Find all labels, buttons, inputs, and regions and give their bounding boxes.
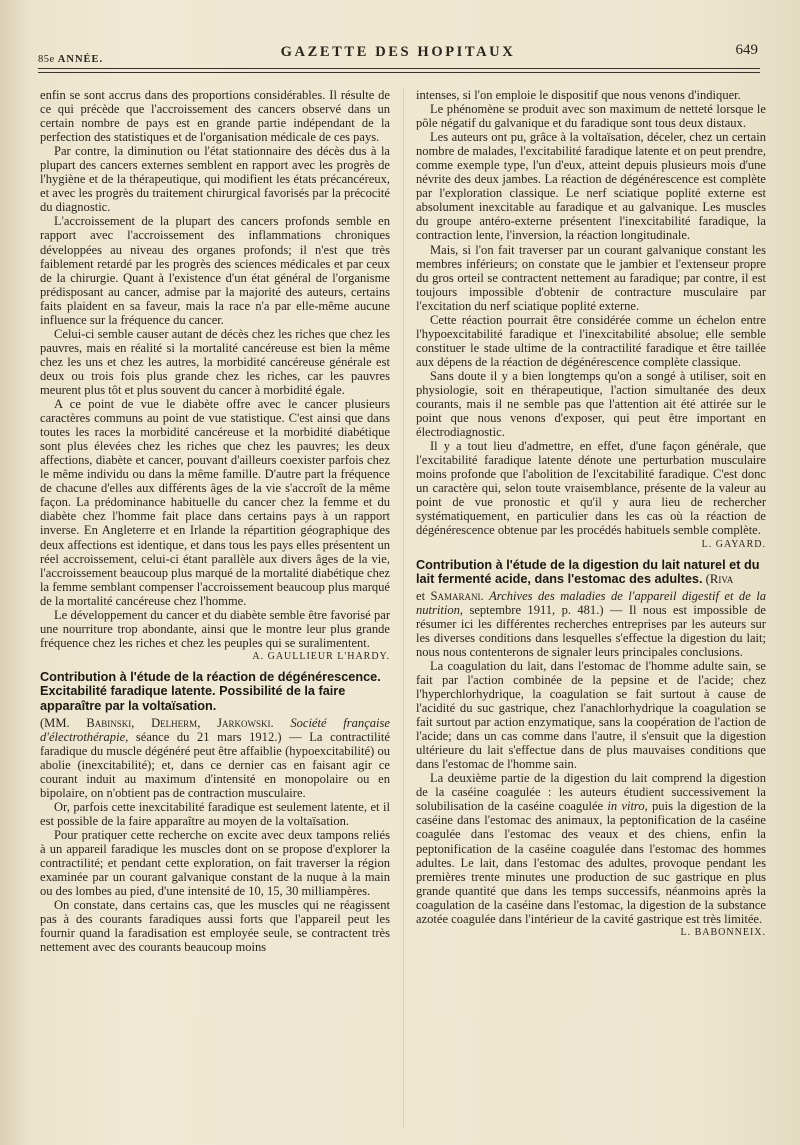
author-name: Samarani <box>430 588 481 603</box>
paragraph: Le phénomène se produit avec son maximum de netteté lorsque le pôle négatif du galvanique et du faradique sont tous deux distaux. <box>416 102 766 131</box>
paragraph: Mais, si l'on fait traverser par un courant galvanique constant les membres inférieurs; on constate que le jambier et l'extenseur propre du gros orteil se contractent nettement au faradique; par contre, il est toujours impossible d'obtenir de contracture musculaire par l'excitation du nerf sciatique poplité externe. <box>416 242 766 313</box>
paragraph: Les auteurs ont pu, grâce à la voltaïsation, déceler, chez un certain nombre de malades, l'excitabilité faradique latente et on peut prendre, comme exemple type, l'un d'eux, atteint depuis plusieurs mois d'une névrite des deux jambes. La réaction de dégénérescence est complète par l'exploration classique. Le nerf sciatique poplité externe est absolument inexcitable au faradique et au galvanique. Les muscles du groupe antéro-externe présentent l'inexcitabilité faradique, la contraction lente, l'inversion, la réaction longitudinale. <box>416 130 766 243</box>
article-title: Contribution à l'étude de la digestion du lait naturel et du lait fermenté acide, dans l'estomac des adultes. (Riva <box>416 557 760 587</box>
paragraph: Le développement du cancer et du diabète semble être favorisé par une nourriture trop abondante, ainsi que le montre leur plus grande fréquence chez les riches et chez les peuples qui se suralimentent. A. GAULLIEUR L'HARDY. <box>40 608 390 650</box>
paragraph: intenses, si l'on emploie le dispositif que nous venons d'indiquer. <box>416 88 741 102</box>
volume-label: 85e ANNÉE. <box>38 54 104 65</box>
paragraph: L'accroissement de la plupart des cancers profonds semble en rapport avec l'accroissement des inflammations chroniques développées au niveau des organes profonds; il n'est que très faiblement retardé par les progrès des sciences médicales et par ceux de la chirurgie. Quant à l'existence d'un état général de l'organisme prédisposant au cancer, admise par la majorité des auteurs, certains faits plaident en sa faveur, mais la race n'a par elle-même aucune influence sur la fréquence du cancer. <box>40 214 390 327</box>
left-column <box>40 88 390 954</box>
paragraph: Pour pratiquer cette recherche on excite avec deux tampons reliés à un appareil faradique les muscles dont on se propose d'explorer la contractilité; et pendant cette exploration, on fait traverser la région examinée par un courant galvanique constant de la nuque à la main ou des lombes au pied, d'une intensité de 10, 15, 30 milliampères. <box>40 828 390 899</box>
paragraph: La deuxième partie de la digestion du lait comprend la digestion de la caséine coagulée : les auteurs étudient successivement la solubilisation de la caséine coagulée in vitro, puis la digestion de la caséine dans l'estomac des animaux, la peptonification de la caséine coagulée dans l'estomac des veaux et des chiens, enfin la peptonification de la caséine coagulée dans l'estomac des hommes adultes. Le lait, dans l'estomac des adultes, provoque pendant les premières trente minutes une production de suc gastrique en plus grande quantité que dans les temps successifs, néanmoins après la coagulation de la caséine dans l'estomac, la digestion de la substance azotée coagulée dans l'intérieur de la cavité gastrique est très limitée. <box>416 771 766 926</box>
author-name: Delherm <box>151 715 198 730</box>
author-name: Riva <box>709 572 734 587</box>
journal-name: Société française d'électrothérapie <box>40 715 390 744</box>
paragraph: Or, parfois cette inexcitabilité faradique est seulement latente, et il est possible de la faire apparaître au moyen de la voltaïsation. <box>40 799 390 828</box>
paragraph: Sans doute il y a bien longtemps qu'on a songé à utiliser, soit en physiologie, soit en thérapeutique, l'action simultanée des deux courants, mais il ne semble pas que l'attention ait été attirée sur le point que nous venons d'exposer, qui peut être important en électrodiagnostic. <box>416 368 766 440</box>
paragraph: enfin se sont accrus dans des proportions considérables. Il résulte de ce qui précède que l'accroissement des cancers observé dans un certain nombre de pays est en grande partie indépendant de la perfection des statistiques et de l'organisation médicale de ces pays. <box>40 88 390 145</box>
journal-name: Archives des maladies de l'appareil digestif et de la nutrition <box>416 588 766 617</box>
paragraph: Il y a tout lieu d'admettre, en effet, d'une façon générale, que l'excitabilité faradique latente dénote une perturbation musculaire moins profonde que l'abolition de l'excitabilité faradique. C'est donc un caractère qui, selon toute vraisemblance, présente de la valeur au point de vue pronostic et qu'il y aura lieu de rechercher systématiquement, en particulier dans les cas où la réaction de dégénérescence obtenue par les procédés habituels semble complète. L. GAYARD. <box>416 439 766 537</box>
article-reference: (MM. Babinski, Delherm, Jarkowski. Société française d'électrothérapie, séance du 21 mars 1912.) — La contractilité faradique du muscle dégénéré peut être affaiblie (hypoexcitabilité) ou abolie (inexcitabilité); et, dans ce dernier cas en faisant agir ce courant induit au maximum d'intensité en monopolaire ou en bipolaire, on n'obtient pas de contraction musculaire. <box>40 715 390 800</box>
paragraph: On constate, dans certains cas, que les muscles qui ne réagissent pas à des courants faradiques aussi forts que l'appareil peut les fournir quand la faradisation est employée seule, se contractent très nettement avec des courants beaucoup moins <box>40 898 390 955</box>
page-number: 649 <box>735 42 758 58</box>
paragraph: A ce point de vue le diabète offre avec le cancer plusieurs caractères communs au point de vue statistique. C'est ainsi que dans toutes les races la morbidité cancéreuse et la morbidité diabétique sont plus élevées chez les riches que chez les pauvres; les deux affections, diabète et cancer, pouvant d'ailleurs coexister parfois chez le même individu ou dans la même famille. D'autre part la fréquence de chacune d'elles aux différents âges de la vie s'accroît de la même façon. La prédominance habituelle du cancer chez la femme et du diabète chez l'homme fait place dans certains pays à un rapport inverse. En Angleterre et en Irlande la répartition géographique des deux affections est identique, et dans tous les pays elles présentent un réel accroissement, celui-ci étant parallèle aux divers âges de la vie, l'accroissement beaucoup plus marqué de la mortalité diabétique chez la femme semblant compenser l'accroissement beaucoup plus marqué de la mortalité cancéreuse chez l'homme. <box>40 397 390 608</box>
paragraph: La coagulation du lait, dans l'estomac de l'homme adulte sain, se fait par l'action combinée de la pepsine et de l'acide; chez l'hyperchlorhydrique, la coagulation se fait surtout à cause de l'acidité du suc gastrique, chez l'anachlorhydrique la coagulation se fait surtout par action enzymatique, sans la coopération de l'action de l'acide; dans un cas comme dans l'autre, il s'ensuit que la digestion ultérieure du lait s'effectue dans de plus mauvaises conditions que dans l'estomac de l'homme sain. <box>416 658 766 772</box>
journal-title: GAZETTE DES HOPITAUX <box>280 44 516 60</box>
author-name: Jarkowski <box>217 715 271 730</box>
article-title: Contribution à l'étude de la réaction de dégénérescence. Excitabilité faradique latente. Possibilité de la faire apparaître par la voltaïsation. <box>40 669 381 714</box>
header-rule-thin <box>38 72 760 73</box>
article-reference: et Samarani. Archives des maladies de l'appareil digestif et de la nutrition, septembre 1911, p. 481.) — Il nous est impossible de résumer ici les différentes recherches entreprises par les auteurs sur les diverses conditions dans lesquelles s'effectue la digestion du lait; nous nous contenterons de signaler leurs principales conclusions. <box>416 588 766 659</box>
header-rule-thick <box>38 68 760 69</box>
paragraph: Celui-ci semble causer autant de décès chez les riches que chez les pauvres, mais en réalité si la mortalité cancéreuse est bien la même chez les uns et chez les autres, la morbidité cancéreuse générale est deux ou trois fois plus grande chez les riches, car les pauvres meurent plus tôt et plus souvent du cancer à morbidité égale. <box>40 326 390 397</box>
page-header <box>38 40 758 70</box>
author-signature: A. GAULLIEUR L'HARDY. <box>252 650 390 662</box>
paragraph: Par contre, la diminution ou l'état stationnaire des décès dus à la plupart des cancers externes semblent en rapport avec les progrès de l'hygiène et de la thérapeutique, qui modifient les états précancéreux, et avec les progrès du traitement chirurgical favorisés par la précocité du diagnostic. <box>40 144 390 215</box>
author-signature: L. BABONNEIX. <box>680 926 766 938</box>
column-divider <box>403 88 404 1128</box>
paragraph: Cette réaction pourrait être considérée comme un échelon entre l'hypoexcitabilité faradique et l'inexcitabilité absolue; elle semble constituer le stade ultime de la contractilité faradique et être taillée aux dépens de la réaction de dégénérescence complète classique. <box>416 312 766 369</box>
right-column <box>416 88 766 940</box>
author-name: Babinski <box>86 715 132 730</box>
author-signature: L. GAYARD. <box>701 538 766 550</box>
